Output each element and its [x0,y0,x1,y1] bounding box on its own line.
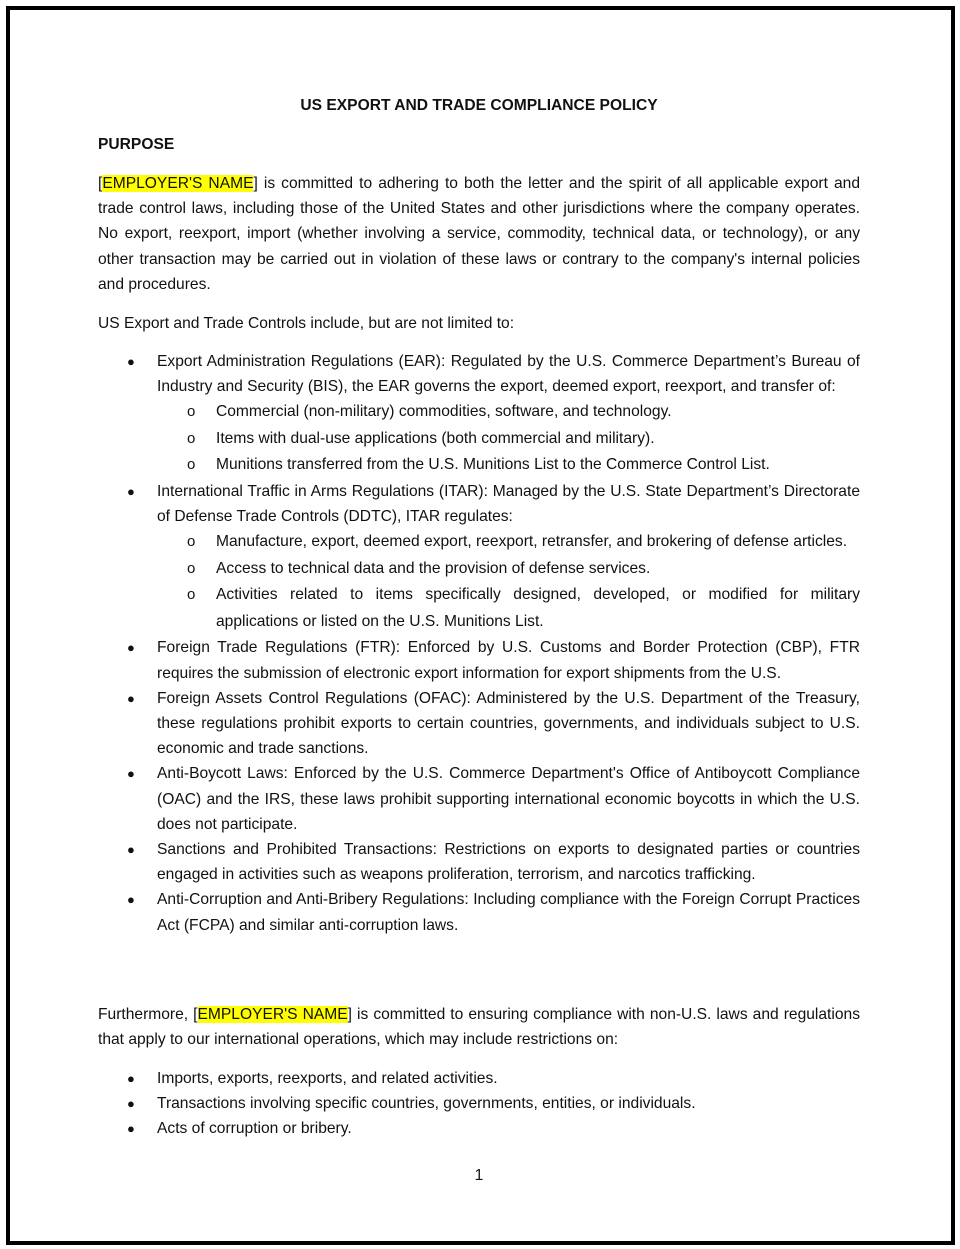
page-number: 1 [474,1167,484,1184]
hollow-bullet-icon: o [187,456,196,474]
bullet-icon: ● [127,766,135,782]
sub-item-text: Munitions transferred from the U.S. Munitions List to the Commerce Control List. [216,456,770,474]
document-title: US EXPORT AND TRADE COMPLIANCE POLICY [300,97,658,114]
control-item [98,349,860,479]
hollow-bullet-icon: o [187,586,196,604]
restriction-text: Imports, exports, reexports, and related activities. [157,1070,498,1087]
control-item [98,686,860,762]
control-item [98,887,860,937]
sub-item [157,452,860,479]
control-text: Export Administration Regulations (EAR): Regulated by the U.S. Commerce Department’s Bureau of Industry and Security (BIS), the EAR governs the export, deemed export, reexport, and transfer of: [157,353,860,396]
control-text: Foreign Trade Regulations (FTR): Enforced by U.S. Customs and Border Protection (CBP), FTR requires the submission of electronic export information for export shipments from the U.S. [157,639,860,682]
control-text: Sanctions and Prohibited Transactions: Restrictions on exports to designated parties or countries engaged in activities such as weapons proliferation, terrorism, and narcotics trafficking. [157,840,860,884]
bullet-icon: ● [127,483,135,499]
restriction-text: Transactions involving specific countries, governments, entities, or individuals. [157,1095,696,1113]
sub-item [157,529,860,556]
sub-item [157,426,860,453]
bullet-icon: ● [127,1096,135,1112]
restriction-text: Acts of corruption or bribery. [157,1120,352,1138]
hollow-bullet-icon: o [187,429,196,447]
bracket-open: [ [193,1006,198,1023]
restriction-item [98,1091,860,1116]
control-text: Anti-Boycott Laws: Enforced by the U.S. Commerce Department's Office of Antiboycott Compliance (OAC) and the IRS, these laws prohibit supporting international economic boycotts in which the U.S. does not participate. [157,765,860,833]
employer-name-placeholder: EMPLOYER'S NAME [102,175,254,192]
hollow-bullet-icon: o [187,533,196,551]
bullet-icon: ● [127,354,135,369]
control-item [98,761,860,837]
sub-item-text: Manufacture, export, deemed export, reexport, retransfer, and brokering of defense articles. [216,533,848,551]
bullet-icon: ● [127,1121,135,1137]
sub-item [157,399,860,426]
restrictions-list [98,1066,860,1142]
sub-item-text: Access to technical data and the provision of defense services. [216,559,651,577]
bracket-close: ] [253,175,258,192]
bullet-icon: ● [127,892,135,908]
purpose-heading: PURPOSE [98,136,175,153]
bracket-close: ] [347,1006,352,1023]
hollow-bullet-icon: o [187,403,196,421]
control-item [98,635,860,685]
control-sublist [157,529,860,635]
purpose-paragraph [98,171,860,297]
control-text: Foreign Assets Control Regulations (OFAC): Administered by the U.S. Department of the Treasury, these regulations prohibit exports to certain countries, governments, and individuals subject to U.S. economic and trade sanctions. [157,689,860,758]
control-sublist [157,399,860,479]
sub-item-text: Activities related to items specifically designed, developed, or modified for military applications or listed on the U.S. Munitions List. [216,586,860,630]
sub-item-text: Items with dual-use applications (both commercial and military). [216,429,655,447]
controls-list [98,349,860,938]
purpose-text: is committed to adhering to both the letter and the spirit of all applicable export and trade control laws, including those of the United States and other jurisdictions where the company operates. No export, reexport, import (whether involving a service, commodity, technical data, or technology), or any other transaction may be carried out in violation of these laws or contrary to the company's internal policies and procedures. [98,175,860,293]
control-text: International Traffic in Arms Regulations (ITAR): Managed by the U.S. State Department’s Directorate of Defense Trade Controls (DDTC), ITAR regulates: [157,482,860,526]
restriction-item [98,1066,860,1091]
control-text: Anti-Corruption and Anti-Bribery Regulations: Including compliance with the Foreign Corrupt Practices Act (FCPA) and similar anti-corruption laws. [157,891,860,934]
further-text: is committed to ensuring compliance with non-U.S. laws and regulations that apply to our international operations, which may include restrictions on: [98,1006,860,1049]
bullet-icon: ● [127,1071,135,1086]
control-item [98,837,860,887]
further-lead: Furthermore, [98,1006,194,1023]
bullet-icon: ● [127,690,135,706]
hollow-bullet-icon: o [187,559,196,577]
further-paragraph [98,1002,860,1052]
sub-item [157,556,860,583]
restriction-item [98,1116,860,1141]
bullet-icon: ● [127,640,135,656]
bullet-icon: ● [127,841,135,857]
sub-item [157,582,860,635]
employer-name-placeholder: EMPLOYER'S NAME [197,1006,348,1023]
bracket-open: [ [98,175,103,192]
sub-item-text: Commercial (non-military) commodities, software, and technology. [216,403,672,421]
controls-intro: US Export and Trade Controls include, but are not limited to: [98,315,515,332]
control-item [98,479,860,635]
